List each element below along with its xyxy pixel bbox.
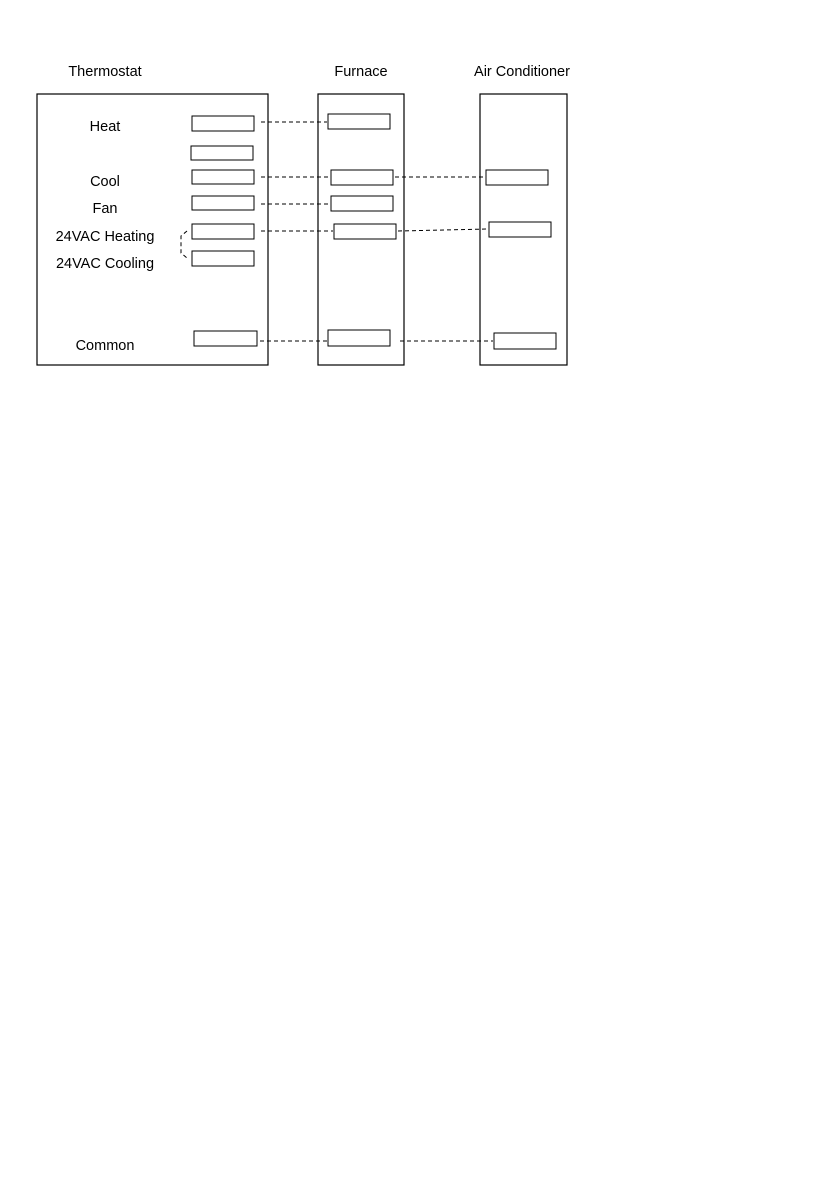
24vac-wire-furnace-ac [398, 229, 488, 231]
cool-label: Cool [90, 174, 120, 190]
ac-cool-terminal [486, 170, 548, 185]
heat-label: Heat [89, 119, 121, 135]
furnace-24vac-terminal [334, 224, 396, 239]
thermostat-fan-terminal [192, 196, 254, 210]
furnace-title: Furnace [334, 64, 388, 80]
ac-24vac-terminal [489, 222, 551, 237]
air-conditioner-title: Air Conditioner [474, 64, 570, 80]
furnace-common-terminal [328, 330, 390, 346]
furnace-cool-terminal [331, 170, 393, 185]
common-label: Common [75, 338, 135, 354]
thermostat-cool-terminal [192, 170, 254, 184]
thermostat-common-terminal [194, 331, 257, 346]
fan-label: Fan [92, 201, 118, 217]
thermostat-spare-terminal [191, 146, 253, 160]
24vac-cooling-label: 24VAC Cooling [55, 256, 155, 272]
thermostat-title: Thermostat [68, 64, 142, 80]
24vac-jumper-wire [181, 231, 187, 258]
24vac-heating-label: 24VAC Heating [55, 229, 155, 245]
thermostat-24vac-heating-terminal [192, 224, 254, 239]
thermostat-heat-terminal [192, 116, 254, 131]
thermostat-24vac-cooling-terminal [192, 251, 254, 266]
furnace-heat-terminal [328, 114, 390, 129]
ac-common-terminal [494, 333, 556, 349]
furnace-fan-terminal [331, 196, 393, 211]
